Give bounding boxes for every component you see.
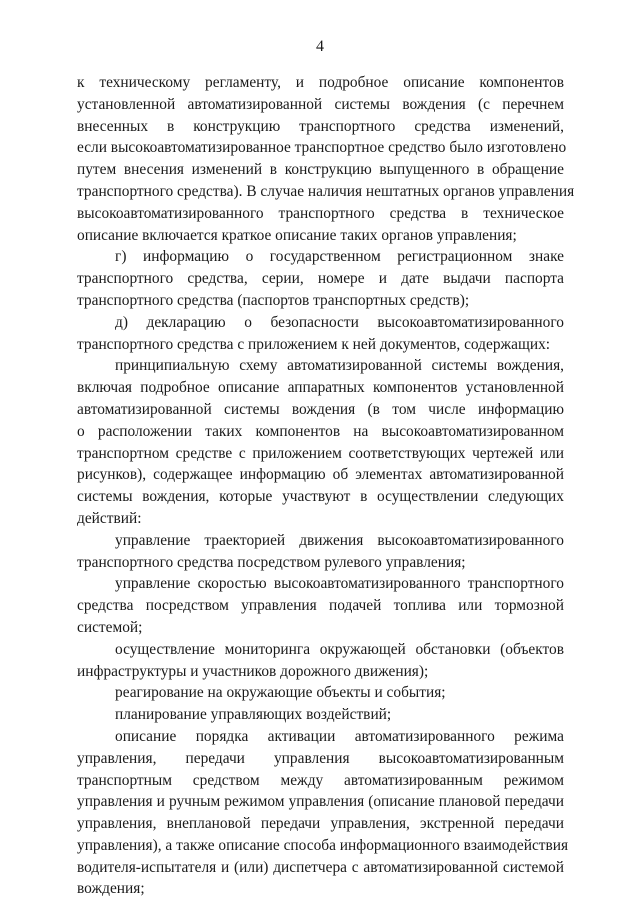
text-line: вождения; [77, 880, 145, 898]
text-line: путем внесения изменений в конструкцию выпущенного в обращение [77, 161, 564, 179]
text-line: управления), а также описание способа информационного взаимодействия [77, 836, 569, 854]
text-line: управление скоростью высокоавтоматизированного транспортного [115, 575, 564, 593]
text-line: управления, передачи управления высокоавтоматизированным [77, 749, 564, 767]
text-line: включая подробное описание аппаратных компонентов установленной [77, 379, 564, 397]
page-number: 4 [316, 38, 324, 55]
text-line: планирование управляющих воздействий; [115, 706, 392, 724]
text-line: транспортного средства (паспортов транспортных средств); [77, 291, 470, 309]
text-line: принципиальную схему автоматизированной системы вождения, [115, 357, 564, 375]
text-line: средства посредством управления подачей топлива или тормозной [77, 597, 564, 615]
text-line: если высокоавтоматизированное транспортное средство было изготовлено [77, 139, 567, 157]
text-line: описание порядка активации автоматизированного режима [115, 727, 564, 745]
text-line: водителя-испытателя и (или) диспетчера с автоматизированной системой [77, 858, 564, 876]
text-line: к техническому регламенту, и подробное описание компонентов [77, 74, 564, 91]
text-line: внесенных в конструкцию транспортного средства изменений, [77, 117, 564, 135]
text-line: транспортного средства). В случае наличия нештатных органов управления [77, 182, 575, 200]
text-line: осуществление мониторинга окружающей обстановки (объектов [115, 640, 564, 658]
text-line: о расположении таких компонентов на высокоавтоматизированном [77, 422, 564, 440]
text-line: управления и ручным режимом управления (описание плановой передачи [77, 793, 564, 811]
text-line: системы вождения, которые участвуют в осуществлении следующих [77, 488, 564, 506]
text-line: д) декларацию о безопасности высокоавтоматизированного [115, 313, 564, 331]
text-line: управление траекторией движения высокоавтоматизированного [115, 531, 564, 549]
text-line: установленной автоматизированной системы вождения (с перечнем [77, 95, 564, 113]
text-line: описание включается краткое описание таких органов управления; [77, 226, 517, 244]
text-line: транспортном средстве с приложением соответствующих чертежей или [77, 444, 564, 462]
text-line: автоматизированной системы вождения (в том числе информацию [77, 400, 564, 418]
text-line: транспортного средства, серии, номере и дате выдачи паспорта [77, 270, 564, 288]
text-line: действий: [77, 509, 142, 527]
text-line: транспортного средства с приложением к ней документов, содержащих: [77, 335, 551, 353]
text-line: рисунков), содержащее информацию об элементах автоматизированной [77, 466, 564, 484]
text-line: транспортным средством между автоматизированным режимом [77, 771, 564, 789]
text-line: г) информацию о государственном регистрационном знаке [115, 248, 564, 266]
text-line: системой; [77, 618, 143, 636]
document-body [77, 72, 575, 900]
text-line: управления, внеплановой передачи управления, экстренной передачи [77, 815, 564, 833]
text-line: высокоавтоматизированного транспортного средства в техническое [77, 204, 564, 222]
text-line: транспортного средства посредством рулевого управления; [77, 553, 466, 571]
text-line: реагирование на окружающие объекты и события; [115, 684, 446, 702]
text-line: инфраструктуры и участников дорожного движения); [77, 662, 429, 680]
